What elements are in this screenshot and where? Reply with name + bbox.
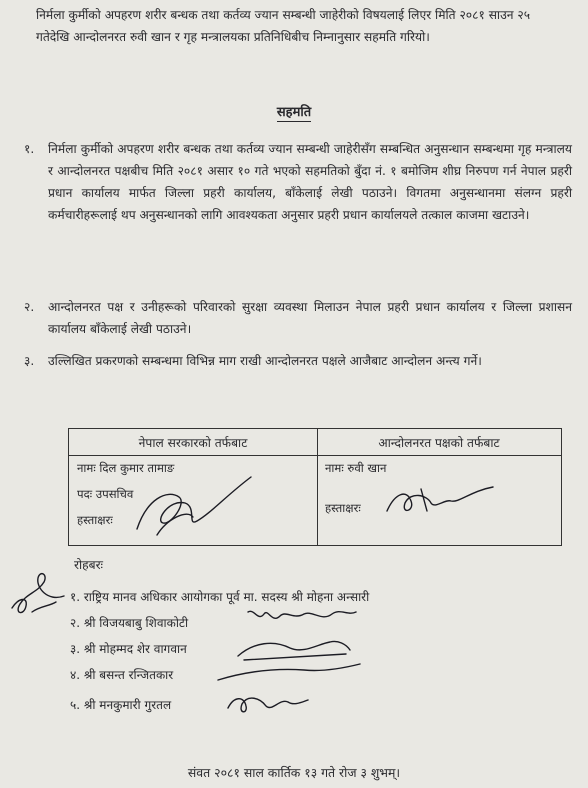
agreement-item <box>24 350 572 372</box>
witness-item: ४. श्री बसन्त रन्जितकार <box>70 668 174 682</box>
witness-1-initial-signature <box>4 562 70 626</box>
government-signature <box>127 469 257 541</box>
witness-title: रोहबरः <box>74 558 104 572</box>
protester-signature <box>381 481 501 521</box>
government-column-title: नेपाल सरकारको तर्फबाट <box>138 436 248 450</box>
government-sign-label: हस्ताक्षरः <box>77 513 113 527</box>
section-heading: सहमति <box>276 105 312 120</box>
item-text: आन्दोलनरत पक्ष र उनीहरूको परिवारको सुरक्षा व्यवस्था मिलाउन नेपाल प्रहरी प्रधान कार्यालय र जिल्ला प्रशासन कार्यालय बाँकेलाई लेखी पठाउने। <box>48 300 572 336</box>
item-number: १. <box>24 142 35 156</box>
witness-item: १. राष्ट्रिय मानव अधिकार आयोगका पूर्व मा. सदस्य श्री मोहना अन्सारी <box>70 590 370 604</box>
witness-item: २. श्री विजयबाबु शिवाकोटी <box>70 616 189 630</box>
item-text: निर्मला कुर्मीको अपहरण शरीर बन्धक तथा कर्तव्य ज्यान सम्बन्धी जाहेरीसँग सम्बन्धित अनुसन्धान सम्बन्धमा गृह मन्त्रालय र आन्दोलनरत पक्षबीच मिति २०८१ असार १० गते भएको सहमतिको बुँदा नं. १ बमोजिम शीघ्र निरुपण गर्न नेपाल प्रहरी प्रधान कार्यालय मार्फत जिल्ला प्रहरी कार्यालय, बाँकेलाई लेखी पठाउने। विगतमा अनुसन्धानमा संलग्न प्रहरी कर्मचारीहरूलाई थप अनुसन्धानको लागि आवश्यकता अनुसार प्रहरी प्रधान कार्यालयले तत्काल काजमा खटाउने। <box>48 142 572 222</box>
intro-paragraph: निर्मला कुर्मीको अपहरण शरीर बन्धक तथा कर्तव्य ज्यान सम्बन्धी जाहेरीको विषयलाई लिएर मिति २०८१ साउन २५ गतेदेखि आन्दोलनरत रुवी खान र गृह मन्त्रालयका प्रतिनिधिबीच निम्नानुसार सहमति गरियो। <box>36 8 531 44</box>
protester-column <box>317 429 561 545</box>
item-number: २. <box>24 300 35 314</box>
item-text: उल्लिखित प्रकरणको सम्बन्धमा विभिन्न माग राखी आन्दोलनरत पक्षले आजैबाट आन्दोलन अन्त्य गर्ने। <box>48 354 482 368</box>
witness-item: ३. श्री मोहम्मद शेर वागवान <box>70 642 187 656</box>
government-name: नामः दिल कुमार तामाङ <box>77 461 175 475</box>
witness-2-signature <box>244 604 364 630</box>
signature-table <box>68 428 562 546</box>
protester-name: नामः रुवी खान <box>325 461 387 475</box>
government-post: पदः उपसचिव <box>77 487 134 501</box>
witness-5-signature <box>222 690 312 718</box>
witness-4-signature <box>214 660 364 690</box>
witness-item: ५. श्री मनकुमारी गुरतल <box>70 698 172 712</box>
item-number: ३. <box>24 354 35 368</box>
protester-sign-label: हस्ताक्षरः <box>325 501 361 515</box>
agreement-item <box>24 138 572 226</box>
protester-column-title: आन्दोलनरत पक्षको तर्फबाट <box>378 436 500 450</box>
document-date-footer: संवत २०८१ साल कार्तिक १३ गते रोज ३ शुभम्। <box>187 765 401 780</box>
agreement-item <box>24 296 572 340</box>
government-column <box>69 429 318 545</box>
